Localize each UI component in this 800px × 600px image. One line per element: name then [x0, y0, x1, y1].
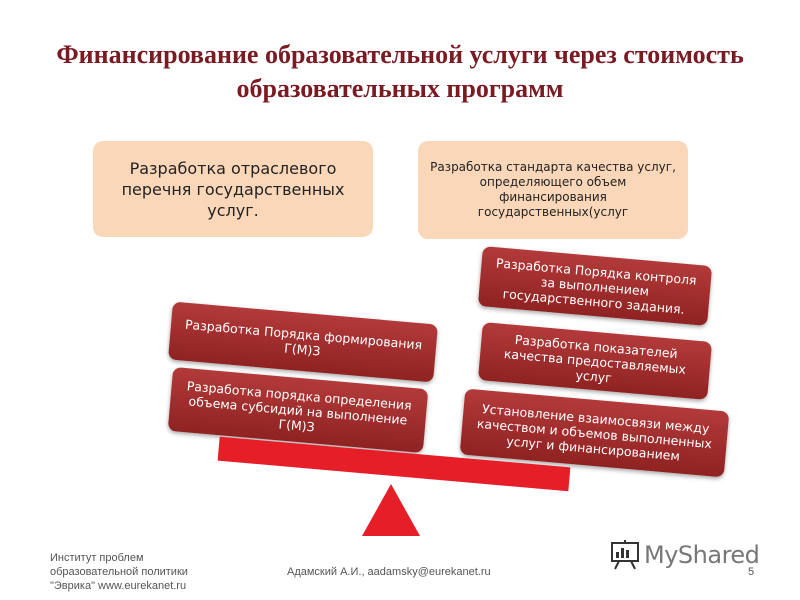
quality-standard-box: [418, 141, 688, 239]
page-number: 5: [748, 566, 755, 578]
quality-indicators-block: [478, 322, 712, 400]
task-formation-text: Разработка Порядка формирования Г(М)З: [184, 316, 423, 359]
myshared-logo[interactable]: [609, 540, 759, 570]
control-procedure-text: Разработка Порядка контроля за выполнением государственного задания.: [495, 254, 698, 317]
quality-standard-text: Разработка стандарта качества услуг, определяющего объем финансирования государственных(услуг: [430, 160, 676, 219]
quality-indicators-text: Разработка показателей качества предоставляемых услуг: [503, 331, 687, 385]
footer-author: Адамский А.И., aadamsky@eurekanet.ru: [287, 566, 491, 578]
industry-services-list-text: Разработка отраслевого перечня государственных услуг.: [121, 158, 345, 220]
control-procedure-block: [478, 246, 712, 326]
industry-services-list-box: [93, 141, 373, 237]
slide-title: Финансирование образовательной услуги через стоимость образовательных программ: [56, 40, 744, 103]
presentation-board-icon: [609, 540, 641, 570]
logo-text: MyShared: [644, 541, 760, 569]
scale-fulcrum: [362, 484, 420, 536]
subsidy-procedure-block: [168, 367, 429, 453]
quality-funding-link-text: Установление взаимосвязи между качеством и объемов выполненных услуг и финансированием: [476, 400, 713, 464]
subsidy-procedure-text: Разработка порядка определения объема субсидий на выполнение Г(М)З: [186, 377, 413, 434]
footer-institute: Институт проблем образовательной политики "Эврика" www.eurekanet.ru: [50, 552, 188, 592]
